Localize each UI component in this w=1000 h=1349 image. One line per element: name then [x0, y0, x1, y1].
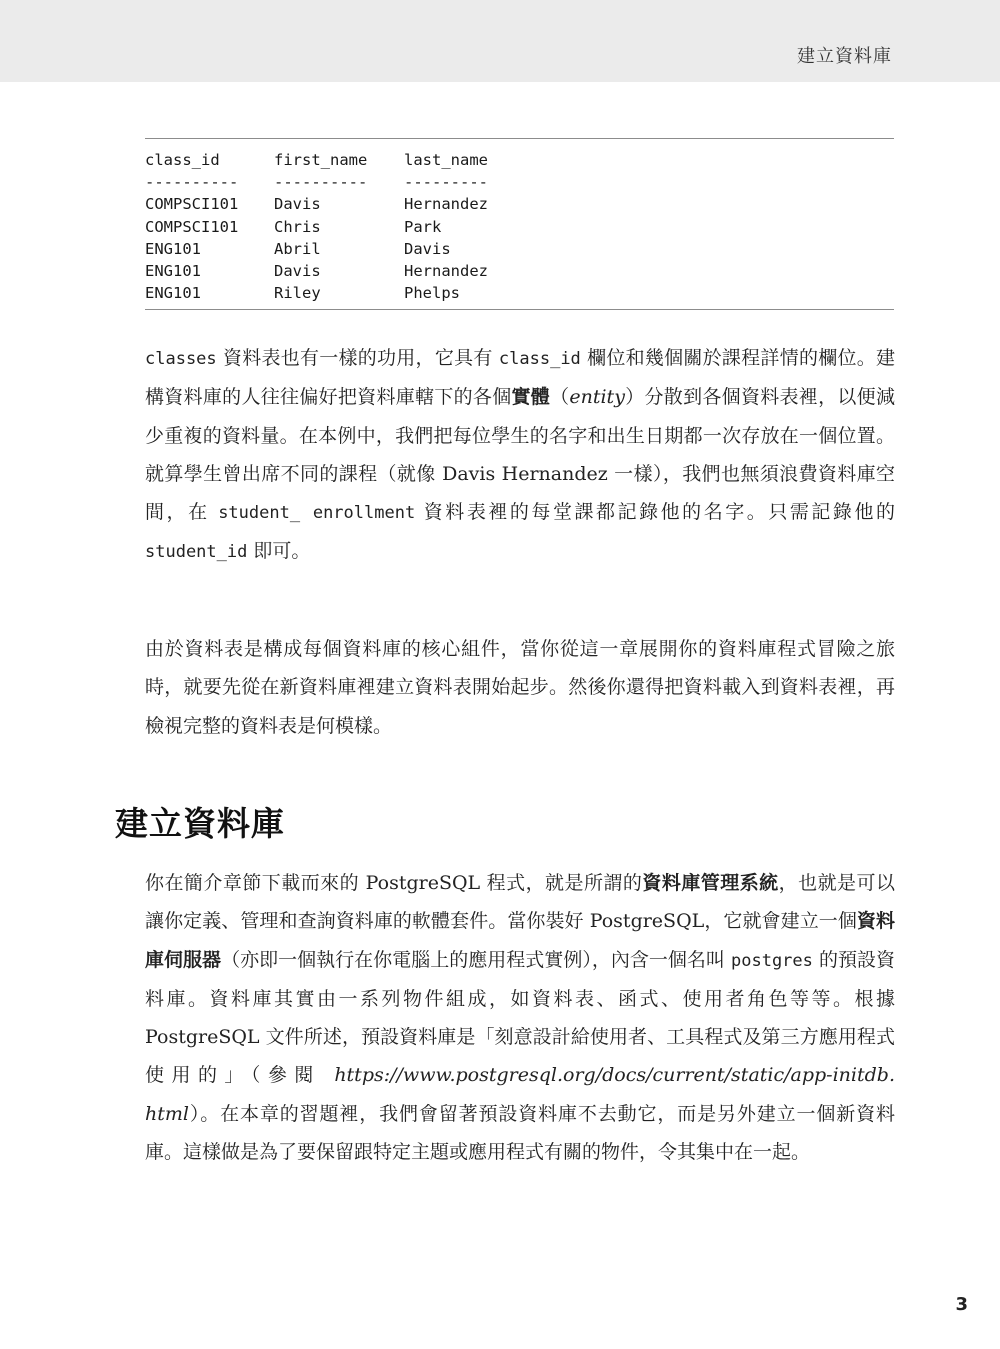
paragraph-text: 欄位和幾個關於課程詳情的欄位。建構資料庫的人往往偏好把資料庫轄下的各個 — [145, 347, 895, 409]
paragraph-text: （亦即一個執行在你電腦上的應用程式實例），內含一個名叫 — [221, 948, 731, 971]
paragraph-text: ）。在本章的習題裡，我們會留著預設資料庫不去動它，而是另外建立一個新資料庫。這樣做是為了要保留跟特定主題或應用程式有關的物件，令其集中在一起。 — [145, 1102, 895, 1164]
code-cell: ENG101 — [145, 261, 201, 280]
code-cell: ---------- — [145, 173, 239, 192]
running-header-title: 建立資料庫 — [797, 46, 892, 67]
code-row — [145, 149, 604, 171]
code-row — [145, 193, 604, 215]
code-cell: --------- — [404, 173, 488, 192]
inline-code: postgres — [731, 950, 813, 971]
code-row — [145, 171, 604, 193]
code-cell: Chris — [274, 217, 321, 236]
code-cell: Riley — [274, 284, 321, 303]
code-cell: COMPSCI101 — [145, 195, 239, 214]
code-cell: last_name — [404, 151, 488, 169]
code-cell: ---------- — [274, 173, 368, 192]
paragraph-text: ）分散到各個資料表裡，以便減少重複的資料量。在本例中，我們把每位學生的名字和出生日期都一次存放在一個位置。就算學生曾出席不同的課程（就像 Davis Hernandez 一樣），我們也無須浪費資料庫空間，在 — [145, 386, 895, 524]
code-row — [145, 282, 604, 304]
inline-code: class_id — [498, 349, 581, 369]
paragraph-text: 資料表裡的每堂課都記錄他的名字。只需記錄他的 — [415, 501, 895, 524]
url-italic: https://www.postgresql.org/docs/current/static/app-initdb. html — [145, 1064, 895, 1125]
code-cell: Hernandez — [404, 261, 488, 280]
section-title: 建立資料庫 — [115, 804, 285, 843]
paragraph-text: ，也就是可以讓你定義、管理和查詢資料庫的軟體套件。當你裝好 PostgreSQL，它就會建立一個 — [145, 872, 895, 933]
code-cell: Davis — [274, 261, 321, 280]
inline-code: student_id — [145, 542, 248, 563]
code-cell: Davis — [274, 195, 321, 214]
term-bold: 實體 — [511, 386, 551, 409]
query-output-block — [145, 138, 894, 310]
code-row — [145, 216, 604, 238]
code-cell: Abril — [274, 239, 321, 258]
paragraph-create-database — [145, 864, 895, 1171]
term-bold: 資料庫伺服器 — [145, 910, 895, 971]
paragraph-tables-core: 由於資料表是構成每個資料庫的核心組件，當你從這一章展開你的資料庫程式冒險之旅時，就要先從在新資料庫裡建立資料表開始起步。然後你還得把資料載入到資料表裡，再檢視完整的資料表是何模樣。 — [145, 638, 895, 737]
term-bold: 資料庫管理系統 — [642, 872, 779, 894]
code-row — [145, 260, 604, 282]
code-cell: class_id — [145, 151, 220, 169]
code-row — [145, 238, 604, 260]
paragraph-text: 資料表也有一樣的功用，它具有 — [216, 347, 499, 369]
running-header — [0, 0, 1000, 82]
paragraph-text: （ — [550, 386, 570, 409]
code-cell: ENG101 — [145, 239, 201, 258]
paragraph-classes-table — [145, 339, 895, 572]
term-italic: entity — [569, 386, 625, 409]
code-cell: Park — [404, 217, 442, 236]
page-number: 3 — [955, 1294, 968, 1315]
code-cell: Hernandez — [404, 195, 488, 214]
paragraph-text: 的預設資料庫。資料庫其實由一系列物件組成，如資料表、函式、使用者角色等等。根據 PostgreSQL 文件所述，預設資料庫是「刻意設計給使用者、工具程式及第三方應用程式使用的」（參閱 — [145, 948, 895, 1087]
paragraph-text: 你在簡介章節下載而來的 PostgreSQL 程式，就是所謂的 — [145, 872, 643, 894]
code-cell: Phelps — [404, 284, 460, 303]
inline-code: student_ enrollment — [218, 503, 416, 524]
query-output-lines — [145, 149, 604, 304]
code-cell: ENG101 — [145, 284, 201, 303]
inline-code: classes — [145, 349, 217, 369]
code-cell: Davis — [404, 239, 451, 258]
code-cell: COMPSCI101 — [145, 217, 239, 236]
code-cell: first_name — [274, 151, 368, 169]
paragraph-text: 即可。 — [247, 540, 311, 563]
